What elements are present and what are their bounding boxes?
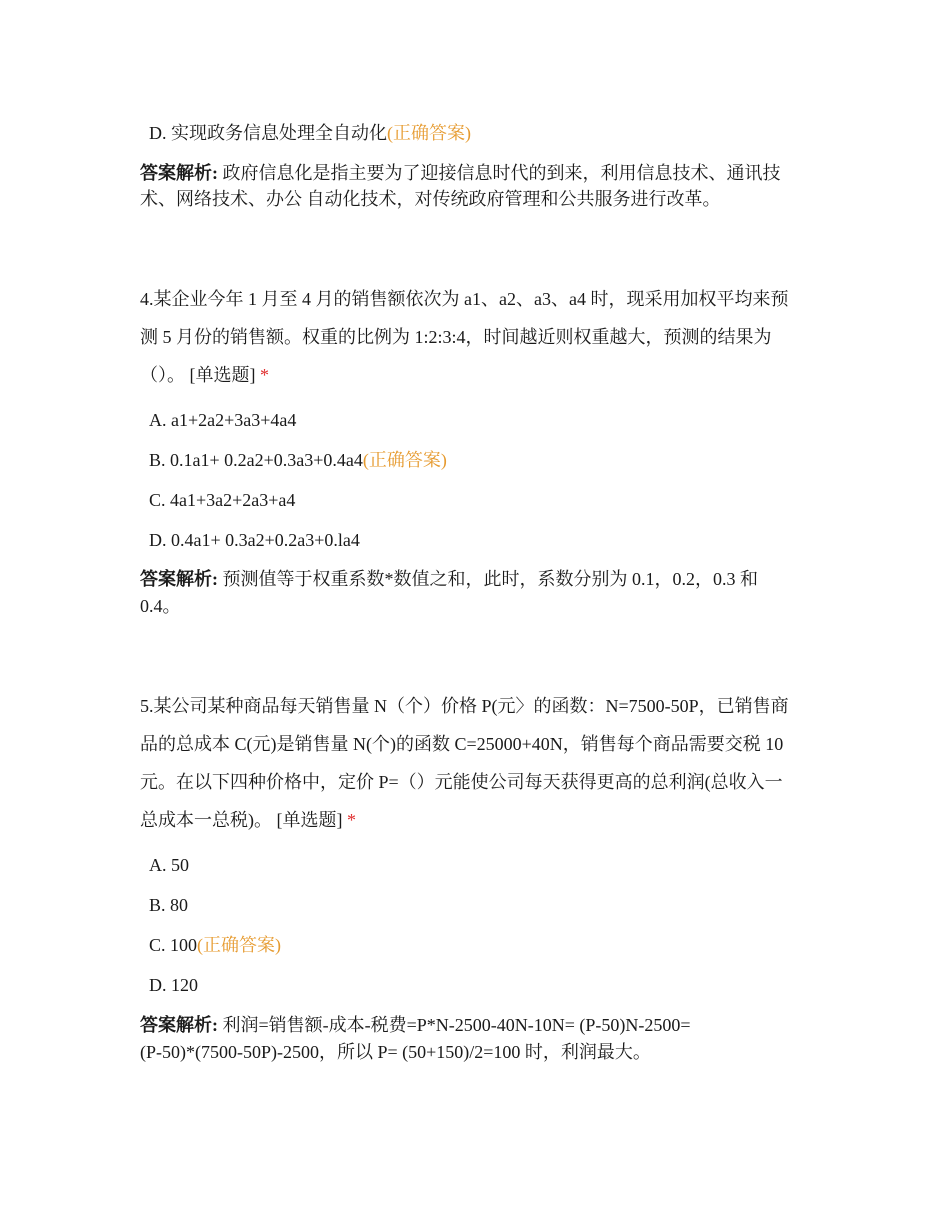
question-text: 元。在以下四种价格中，定价 P=（）元能使公司每天获得更高的总利润(总收入一 — [140, 772, 783, 792]
question-text: （）。 [单选题] — [140, 365, 256, 385]
question-text: 4.某企业今年 1 月至 4 月的销售额依次为 a1、a2、a3、a4 时，现采用加权平均来预 — [140, 289, 789, 309]
question-text: 品的总成本 C(元)是销售量 N(个)的函数 C=25000+40N，销售每个商品需要交税 10 — [140, 734, 784, 754]
q4-option-c — [149, 488, 295, 512]
option-text: C. 4a1+3a2+2a3+a4 — [149, 490, 296, 510]
question-text: 总成本一总税)。 [单选题] — [140, 810, 343, 830]
q4-option-d — [149, 528, 360, 552]
q5-option-c — [149, 933, 281, 957]
correct-answer-tag: (正确答案) — [387, 123, 471, 143]
option-text: D. 0.4a1+ 0.3a2+0.2a3+0.la4 — [149, 530, 360, 550]
q5-option-d — [149, 973, 198, 997]
correct-answer-tag: (正确答案) — [362, 450, 447, 470]
q4-analysis-line-1 — [140, 567, 758, 591]
analysis-text: 预测值等于权重系数*数值之和，此时，系数分别为 0.1，0.2，0.3 和 — [222, 569, 758, 589]
q5-stem-line-4 — [140, 808, 356, 832]
q5-stem-line-2 — [140, 732, 783, 756]
analysis-text: 利润=销售额-成本-税费=P*N-2500-40N-10N= (P-50)N-2500= — [222, 1015, 691, 1035]
required-mark: * — [346, 810, 356, 830]
prev-analysis-line-2 — [140, 187, 721, 211]
option-text: B. 0.1a1+ 0.2a2+0.3a3+0.4a4 — [149, 450, 363, 470]
q4-stem-line-1 — [140, 287, 788, 311]
q4-analysis-line-2 — [140, 594, 181, 618]
q5-analysis-line-1 — [140, 1013, 691, 1037]
analysis-text: 0.4。 — [140, 596, 181, 616]
q4-option-a — [149, 408, 296, 432]
required-mark: * — [260, 365, 269, 385]
q5-option-b — [149, 893, 188, 917]
option-text: C. 100 — [149, 935, 198, 955]
q5-stem-line-1 — [140, 694, 789, 718]
q5-option-a — [149, 853, 189, 877]
analysis-text: (P-50)*(7500-50P)-2500，所以 P= (50+150)/2=100 时，利润最大。 — [140, 1042, 651, 1062]
question-text: 5.某公司某种商品每天销售量 N（个）价格 P(元〉的函数：N=7500-50P，已销售商 — [140, 696, 789, 716]
correct-answer-tag: (正确答案) — [197, 935, 282, 955]
option-text: D. 120 — [149, 975, 198, 995]
q5-stem-line-3 — [140, 770, 783, 794]
analysis-text: 术、网络技术、办公 自动化技术，对传统政府管理和公共服务进行改革。 — [140, 189, 721, 209]
option-text: A. 50 — [149, 855, 189, 875]
question-text: 测 5 月份的销售额。权重的比例为 1:2:3:4，时间越近则权重越大，预测的结果为 — [140, 327, 772, 347]
analysis-label: 答案解析: — [140, 1015, 218, 1035]
option-text: B. 80 — [149, 895, 189, 915]
option-text: A. a1+2a2+3a3+4a4 — [149, 410, 297, 430]
prev-option-d — [149, 121, 471, 145]
q4-option-b — [149, 448, 447, 472]
q4-stem-line-3 — [140, 363, 269, 387]
analysis-label: 答案解析: — [140, 163, 218, 183]
analysis-label: 答案解析: — [140, 569, 218, 589]
prev-analysis-line-1 — [140, 161, 781, 185]
analysis-text: 政府信息化是指主要为了迎接信息时代的到来，利用信息技术、通讯技 — [222, 163, 781, 183]
q4-stem-line-2 — [140, 325, 772, 349]
option-text: D. 实现政务信息处理全自动化 — [149, 123, 387, 143]
q5-analysis-line-2 — [140, 1040, 651, 1064]
